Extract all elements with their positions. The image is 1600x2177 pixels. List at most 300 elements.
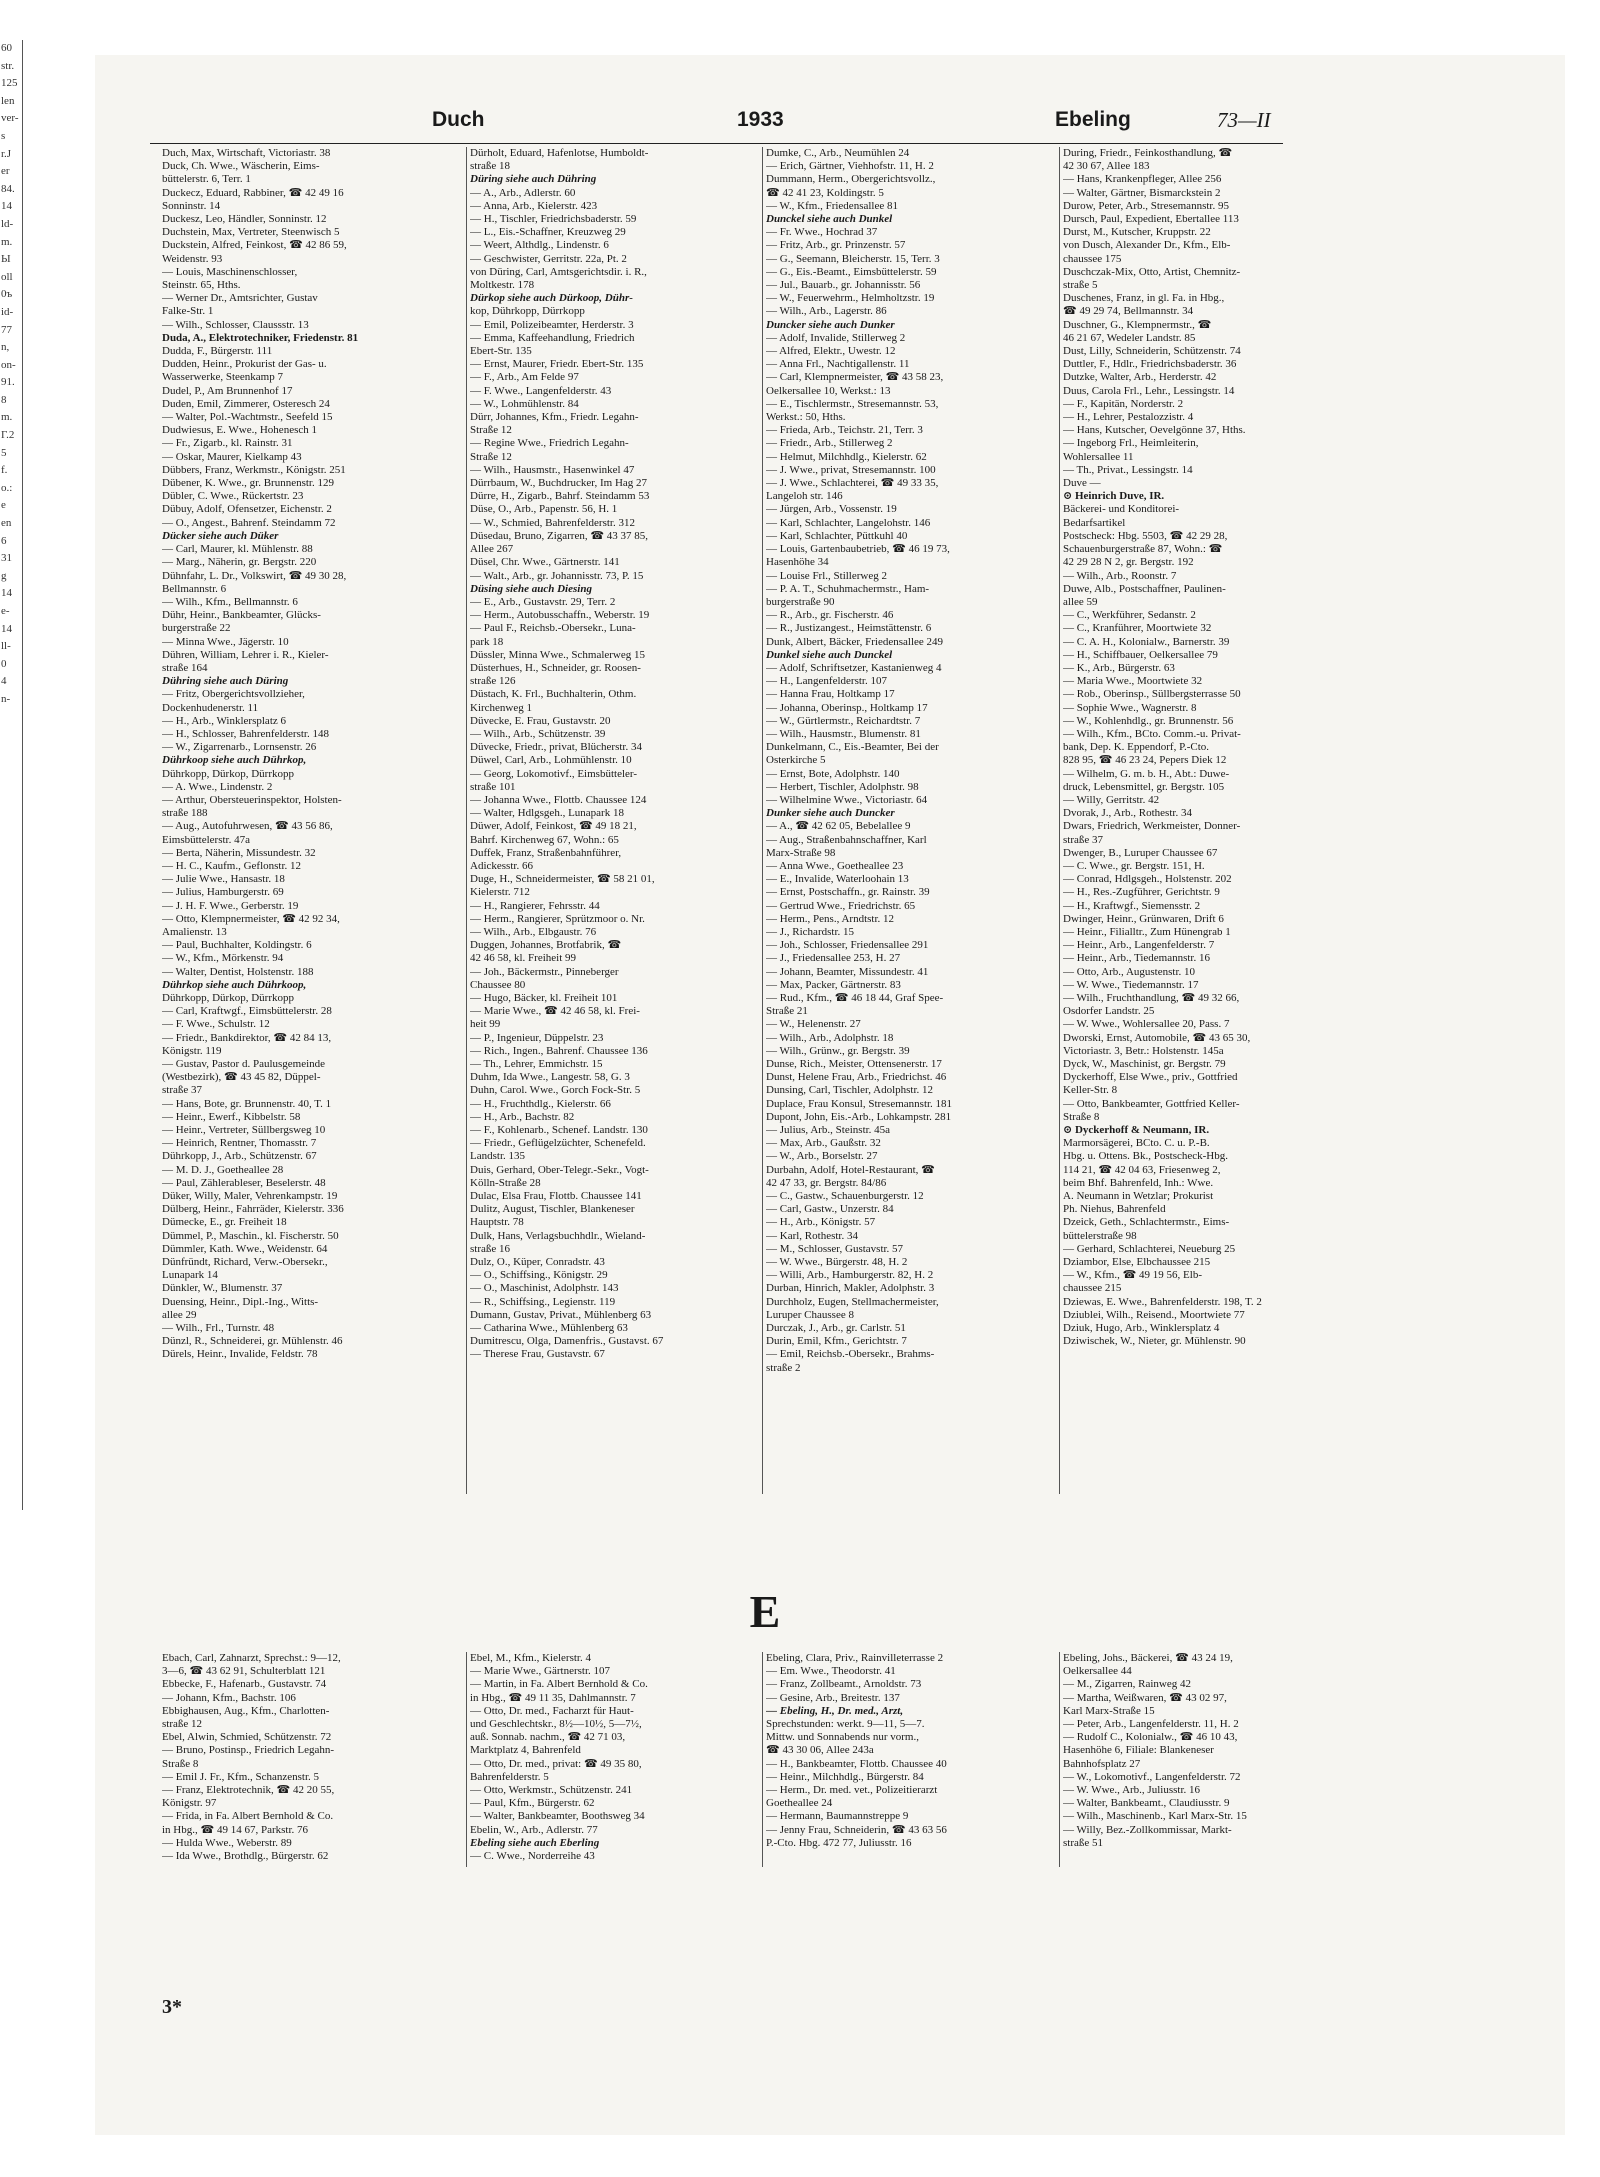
directory-entry-line: — H., Res.-Zugführer, Gerichtstr. 9: [1063, 886, 1220, 899]
directory-entry-line: Durow, Peter, Arb., Stresemannstr. 95: [1063, 199, 1229, 212]
directory-entry-line: Durchholz, Eugen, Stellmachermeister,: [766, 1295, 939, 1308]
directory-entry-line: — Emil, Reichsb.-Obersekr., Brahms-: [766, 1348, 935, 1361]
directory-entry-line: Dührkoop siehe auch Dührkop,: [162, 754, 307, 767]
directory-entry-line: Duckecz, Eduard, Rabbiner, ☎ 42 49 16: [162, 186, 344, 199]
gutter-fragment: oll: [1, 270, 13, 283]
directory-entry-line: Dümecke, E., gr. Freiheit 18: [162, 1216, 287, 1229]
directory-entry-line: Duda, A., Elektrotechniker, Friedenstr. 81: [162, 331, 359, 344]
gutter-fragment: 0: [1, 657, 7, 670]
directory-entry-line: — Otto, Arb., Augustenstr. 10: [1063, 965, 1196, 978]
directory-entry-line: Goetheallee 24: [766, 1797, 833, 1810]
directory-entry-line: — Otto, Dr. med., Facharzt für Haut-: [470, 1704, 634, 1717]
directory-entry-line: — Wilh., Kfm., Bellmannstr. 6: [162, 595, 298, 608]
directory-entry-line: — Marie Wwe., Gärtnerstr. 107: [470, 1665, 611, 1678]
directory-entry-line: — J., Richardstr. 15: [766, 925, 854, 938]
directory-entry-line: Ebeling, Johs., Bäckerei, ☎ 43 24 19,: [1063, 1652, 1233, 1664]
directory-entry-line: Durin, Emil, Kfm., Gerichtstr. 7: [766, 1335, 907, 1348]
directory-entry-line: Dümmler, Kath. Wwe., Weidenstr. 64: [162, 1242, 328, 1255]
directory-entry-line: Dunckel siehe auch Dunkel: [766, 213, 893, 226]
directory-entry-line: — Hanna Frau, Holtkamp 17: [766, 688, 895, 701]
directory-entry-line: Dziambor, Else, Elbchaussee 215: [1063, 1256, 1211, 1269]
directory-entry-line: Duensing, Heinr., Dipl.-Ing., Witts-: [162, 1295, 319, 1308]
directory-entry-line: straße 51: [1063, 1836, 1104, 1849]
directory-entry-line: Dübuy, Adolf, Ofensetzer, Eichenstr. 2: [162, 503, 332, 516]
directory-entry-line: Dürrbaum, W., Buchdrucker, Im Hag 27: [470, 477, 648, 490]
directory-entry-line: — Johanna Wwe., Flottb. Chaussee 124: [470, 793, 647, 806]
directory-entry-line: — Alfred, Elektr., Uwestr. 12: [766, 345, 896, 358]
directory-entry-line: Duve —: [1063, 477, 1101, 490]
directory-entry-line: — Karl, Rothestr. 34: [766, 1229, 858, 1242]
directory-entry-line: — Weert, Althdlg., Lindenstr. 6: [470, 239, 609, 252]
header-first-entry: Duch: [432, 108, 485, 131]
directory-entry-line: Straße 21: [766, 1005, 808, 1018]
directory-entry-line: heit 99: [470, 1018, 501, 1031]
directory-entry-line: — Marie Wwe., ☎ 42 46 58, kl. Frei-: [470, 1005, 640, 1018]
directory-entry-line: — Minna Wwe., Jägerstr. 10: [162, 635, 289, 648]
directory-entry-line: — W., Kohlenhdlg., gr. Brunnenstr. 56: [1063, 714, 1234, 727]
directory-entry-line: Düvecke, Friedr., privat, Blücherstr. 34: [470, 741, 642, 754]
directory-entry-line: — Willi, Arb., Hamburgerstr. 82, H. 2: [766, 1269, 934, 1282]
directory-entry-line: — Heinr., Arb., Langenfelderstr. 7: [1063, 939, 1215, 952]
directory-entry-line: Dudden, Heinr., Prokurist der Gas- u.: [162, 358, 327, 371]
directory-entry-line: Dülberg, Heinr., Fahrräder, Kielerstr. 336: [162, 1203, 344, 1216]
directory-entry-line: — Ida Wwe., Brothdlg., Bürgerstr. 62: [162, 1850, 329, 1863]
directory-entry-line: Dwenger, B., Luruper Chaussee 67: [1063, 846, 1218, 859]
header-year: 1933: [737, 108, 784, 131]
directory-entry-line: — Karl, Schlachter, Langelohstr. 146: [766, 516, 931, 529]
directory-entry-line: — C. A. H., Kolonialw., Barnerstr. 39: [1063, 635, 1230, 648]
directory-entry-line: Dumitrescu, Olga, Damenfris., Gustavst. 67: [470, 1335, 664, 1348]
directory-entry-line: — Wilh., Hausmstr., Blumenstr. 81: [766, 727, 921, 740]
directory-entry-line: — Julius, Arb., Steinstr. 45a: [766, 1124, 891, 1137]
directory-entry-line: Ebel, Alwin, Schmied, Schützenstr. 72: [162, 1731, 332, 1744]
directory-entry-line: — Wilhelmine Wwe., Victoriastr. 64: [766, 793, 928, 806]
directory-entry-line: Dunkel siehe auch Dunckel: [766, 648, 893, 661]
directory-entry-line: — Geschwister, Gerritstr. 22a, Pt. 2: [470, 252, 627, 265]
directory-entry-line: — Otto, Werkmstr., Schützenstr. 241: [470, 1784, 633, 1797]
directory-entry-line: — Hans, Krankenpfleger, Allee 256: [1063, 173, 1222, 186]
directory-entry-line: Dünzl, R., Schneiderei, gr. Mühlenstr. 46: [162, 1335, 343, 1348]
directory-entry-line: — Paul, Kfm., Bürgerstr. 62: [470, 1797, 595, 1810]
directory-entry-line: Falke-Str. 1: [162, 305, 214, 318]
directory-entry-line: Straße 12: [470, 424, 512, 437]
directory-entry-line: straße 18: [470, 160, 511, 173]
directory-entry-line: Ebel, M., Kfm., Kielerstr. 4: [470, 1652, 591, 1664]
directory-entry-line: Düse, O., Arb., Papenstr. 56, H. 1: [470, 503, 618, 516]
directory-entry-line: Düwer, Adolf, Feinkost, ☎ 49 18 21,: [470, 820, 637, 833]
directory-entry-line: Dührkopp, Dürkop, Dürrkopp: [162, 767, 294, 780]
directory-entry-line: in Hbg., ☎ 49 11 35, Dahlmannstr. 7: [470, 1691, 636, 1704]
directory-entry-line: Marmorsägerei, BCto. C. u. P.-B.: [1063, 1137, 1210, 1150]
directory-entry-line: Duge, H., Schneidermeister, ☎ 58 21 01,: [470, 873, 655, 886]
directory-entry-line: straße 12: [162, 1718, 203, 1731]
directory-entry-line: Dummann, Herm., Obergerichtsvollz.,: [766, 173, 936, 186]
gutter-fragment: str.: [1, 59, 15, 72]
gutter-fragment: id-: [1, 305, 14, 318]
directory-entry-line: — G., Eis.-Beamt., Eimsbüttelerstr. 59: [766, 265, 937, 278]
directory-entry-line: — Heinr., Vertreter, Süllbergsweg 10: [162, 1124, 326, 1137]
directory-entry-line: Allee 267: [470, 543, 514, 556]
directory-entry-line: Düvecke, E. Frau, Gustavstr. 20: [470, 714, 611, 727]
page-header: [150, 108, 1280, 138]
directory-entry-line: Dwars, Friedrich, Werkmeister, Donner-: [1063, 820, 1241, 833]
directory-entry-line: Düsterhues, H., Schneider, gr. Roosen-: [470, 661, 641, 674]
directory-entry-line: Dziuk, Hugo, Arb., Winklersplatz 4: [1063, 1322, 1220, 1335]
directory-entry-line: — Frida, in Fa. Albert Bernhold & Co.: [162, 1810, 334, 1823]
directory-entry-line: 114 21, ☎ 42 04 63, Friesenweg 2,: [1063, 1163, 1221, 1176]
directory-entry-line: Luruper Chaussee 8: [766, 1308, 854, 1321]
directory-entry-line: — Rudolf C., Kolonialw., ☎ 46 10 43,: [1063, 1731, 1238, 1744]
directory-entry-line: burgerstraße 22: [162, 622, 231, 635]
gutter-fragment: ll-: [1, 640, 11, 653]
gutter-fragment: n-: [1, 692, 11, 705]
directory-entry-line: — H., Tischler, Friedrichsbaderstr. 59: [470, 213, 637, 226]
directory-entry-line: büttelerstr. 6, Terr. 1: [162, 173, 251, 186]
gutter-fragment: 84.: [1, 182, 15, 195]
directory-entry-line: straße 2: [766, 1361, 801, 1374]
directory-entry-line: Chaussee 80: [470, 978, 526, 991]
column-divider: [1059, 1652, 1060, 1867]
directory-entry-line: — A. Wwe., Lindenstr. 2: [162, 780, 273, 793]
directory-entry-line: Straße 8: [162, 1757, 199, 1770]
directory-entry-line: — Herbert, Tischler, Adolphstr. 98: [766, 780, 919, 793]
gutter-fragment: s: [1, 129, 6, 142]
directory-entry-line: Dücker siehe auch Düker: [162, 529, 279, 542]
directory-entry-line: Dziublei, Wilh., Reisend., Moortwiete 77: [1063, 1308, 1245, 1321]
directory-entry-line: — J., Friedensallee 253, H. 27: [766, 952, 901, 965]
directory-entry-line: Osterkirche 5: [766, 754, 826, 767]
directory-entry-line: Langeloh str. 146: [766, 490, 843, 503]
gutter-fragment: 14: [1, 622, 12, 635]
directory-entry-line: — Gustav, Pastor d. Paulusgemeinde: [162, 1058, 326, 1071]
directory-entry-line: — H. C., Kaufm., Geflonstr. 12: [162, 859, 302, 872]
directory-entry-line: Dühring siehe auch Düring: [162, 675, 289, 688]
directory-entry-line: — W., Kfm., ☎ 49 19 56, Elb-: [1063, 1269, 1202, 1282]
directory-entry-line: — Oskar, Maurer, Kielkamp 43: [162, 450, 302, 463]
gutter-fragment: 31: [1, 552, 12, 565]
directory-entry-line: — Gerhard, Schlachterei, Neueburg 25: [1063, 1242, 1236, 1255]
directory-entry-line: Werkst.: 50, Hths.: [766, 411, 846, 424]
directory-entry-line: — Paul, Buchhalter, Koldingstr. 6: [162, 939, 312, 952]
signature-mark: 3*: [162, 1996, 182, 2018]
directory-entry-line: Wasserwerke, Steenkamp 7: [162, 371, 283, 384]
directory-entry-line: Hbg. u. Ottens. Bk., Postscheck-Hbg.: [1063, 1150, 1228, 1163]
directory-entry-line: — H., Rangierer, Fehrsstr. 44: [470, 899, 600, 912]
directory-entry-line: (Westbezirk), ☎ 43 45 82, Düppel-: [162, 1071, 321, 1084]
directory-entry-line: — C. Wwe., Norderreihe 43: [470, 1850, 595, 1863]
directory-entry-line: 42 46 58, kl. Freiheit 99: [470, 952, 577, 965]
gutter-fragment: on-: [1, 358, 16, 371]
gutter-fragment: 4: [1, 675, 7, 688]
directory-entry-line: — Friedr., Bankdirektor, ☎ 42 84 13,: [162, 1031, 332, 1044]
directory-entry-line: Ebelin, W., Arb., Adlerstr. 77: [470, 1823, 598, 1836]
directory-entry-line: Dockenhudenerstr. 11: [162, 701, 259, 714]
directory-entry-line: — Ernst, Maurer, Friedr. Ebert-Str. 135: [470, 358, 644, 371]
directory-entry-line: — M., Schlosser, Gustavstr. 57: [766, 1242, 904, 1255]
listing-column-e-2: [470, 1652, 766, 1872]
directory-entry-line: — Ingeborg Frl., Heimleiterin,: [1063, 437, 1199, 450]
directory-entry-line: — Franz, Elektrotechnik, ☎ 42 20 55,: [162, 1784, 335, 1797]
directory-entry-line: — Wilh., Arb., Schützenstr. 39: [470, 727, 606, 740]
directory-entry-line: Marktplatz 4, Bahrenfeld: [470, 1744, 581, 1757]
directory-entry-line: — R., Schiffsing., Legienstr. 119: [470, 1295, 616, 1308]
directory-entry-line: — H., Kraftwgf., Siemensstr. 2: [1063, 899, 1201, 912]
gutter-fragment: 91.: [1, 376, 15, 389]
directory-entry-line: Durczak, J., Arb., gr. Carlstr. 51: [766, 1322, 906, 1335]
directory-entry-line: — W., Schmied, Bahrenfelderstr. 312: [470, 516, 635, 529]
directory-entry-line: Dyck, W., Maschinist, gr. Bergstr. 79: [1063, 1058, 1226, 1071]
directory-entry-line: Dünkler, W., Blumenstr. 37: [162, 1282, 283, 1295]
directory-entry-line: von Düring, Carl, Amtsgerichtsdir. i. R.,: [470, 265, 647, 278]
gutter-fragment: o.:: [1, 481, 13, 494]
directory-entry-line: — Wilhelm, G. m. b. H., Abt.: Duwe-: [1063, 767, 1230, 780]
directory-entry-line: — H., Schiffbauer, Oelkersallee 79: [1063, 648, 1218, 661]
directory-entry-line: ☎ 49 29 74, Bellmannstr. 34: [1063, 305, 1194, 318]
directory-entry-line: Ph. Niehus, Bahrenfeld: [1063, 1203, 1166, 1216]
directory-entry-line: — C., Gastw., Schauenburgerstr. 12: [766, 1190, 924, 1203]
directory-entry-line: 3—6, ☎ 43 62 91, Schulterblatt 121: [162, 1665, 326, 1678]
gutter-fragment: e: [1, 499, 6, 512]
directory-entry-line: Hasenhöhe 6, Filiale: Blankeneser: [1063, 1744, 1214, 1757]
directory-entry-line: — Fr. Wwe., Hochrad 37: [766, 226, 878, 239]
directory-entry-line: — Wilh., Grünw., gr. Bergstr. 39: [766, 1044, 910, 1057]
directory-entry-line: Duhn, Carol. Wwe., Gorch Fock-Str. 5: [470, 1084, 641, 1097]
directory-entry-line: — Therese Frau, Gustavstr. 67: [470, 1348, 605, 1361]
directory-entry-line: — Rud., Kfm., ☎ 46 18 44, Graf Spee-: [766, 992, 944, 1004]
directory-entry-line: — Hermann, Baumannstreppe 9: [766, 1810, 909, 1823]
directory-entry-line: Ebert-Str. 135: [470, 345, 532, 358]
directory-entry-line: — Herm., Autobusschaffn., Weberstr. 19: [470, 609, 650, 622]
column-divider: [1059, 147, 1060, 1494]
directory-entry-line: — O., Angest., Bahrenf. Steindamm 72: [162, 516, 336, 529]
directory-entry-line: — Sophie Wwe., Wagnerstr. 8: [1063, 701, 1197, 714]
directory-entry-line: — Joh., Bäckermstr., Pinneberger: [470, 965, 619, 978]
directory-entry-line: — Heinr., Filialltr., Zum Hünengrab 1: [1063, 925, 1231, 938]
directory-entry-line: — W., Zigarrenarb., Lornsenstr. 26: [162, 741, 317, 754]
directory-entry-line: — Max, Packer, Gärtnerstr. 83: [766, 978, 901, 991]
directory-entry-line: — Aug., Autofuhrwesen, ☎ 43 56 86,: [162, 820, 333, 833]
directory-entry-line: Dupont, John, Eis.-Arb., Lohkampstr. 281: [766, 1110, 952, 1123]
directory-entry-line: — Herm., Dr. med. vet., Polizeitierarzt: [766, 1784, 938, 1797]
directory-entry-line: — Carl, Klempnermeister, ☎ 43 58 23,: [766, 371, 944, 384]
directory-entry-line: — Gesine, Arb., Breitestr. 137: [766, 1691, 900, 1704]
gutter-fragment: 14: [1, 200, 12, 213]
directory-entry-line: Duggen, Johannes, Brotfabrik, ☎: [470, 939, 622, 952]
directory-entry-line: — Heinr., Ewerf., Kibbelstr. 58: [162, 1110, 301, 1123]
gutter-fragment: 60: [1, 42, 12, 54]
directory-entry-line: — R., Justizangest., Heimstättenstr. 6: [766, 622, 932, 635]
directory-entry-line: Königstr. 97: [162, 1797, 217, 1810]
gutter-fragment: 8: [1, 393, 7, 406]
directory-entry-line: Adickesstr. 66: [470, 859, 533, 872]
directory-entry-line: — H., Bankbeamter, Flottb. Chaussee 40: [766, 1757, 947, 1770]
directory-entry-line: Ebeling, Clara, Priv., Rainvilleterrasse 2: [766, 1652, 944, 1664]
gutter-fragment: 5: [1, 446, 7, 459]
directory-entry-line: — Frieda, Arb., Teichstr. 21, Terr. 3: [766, 424, 923, 437]
directory-entry-line: Dübbers, Franz, Werkmstr., Königstr. 251: [162, 463, 346, 476]
directory-entry-line: Duschenes, Franz, in gl. Fa. in Hbg.,: [1063, 292, 1225, 305]
directory-entry-line: Lunapark 14: [162, 1269, 218, 1282]
directory-entry-line: — Joh., Schlosser, Friedensallee 291: [766, 939, 929, 952]
directory-entry-line: Ebach, Carl, Zahnarzt, Sprechst.: 9—12,: [162, 1652, 341, 1664]
directory-entry-line: Dühren, William, Lehrer i. R., Kieler-: [162, 648, 329, 661]
directory-entry-line: — Heinr., Arb., Tiedemannstr. 16: [1063, 952, 1210, 965]
directory-entry-line: — Hans, Bote, gr. Brunnenstr. 40, T. 1: [162, 1097, 332, 1110]
directory-entry-line: Düring siehe auch Dühring: [470, 173, 597, 186]
directory-entry-line: — Wilh., Maschinenb., Karl Marx-Str. 15: [1063, 1810, 1247, 1823]
directory-entry-line: — Wilh., Arb., Lagerstr. 86: [766, 305, 887, 318]
directory-entry-line: 42 47 33, gr. Bergstr. 84/86: [766, 1176, 887, 1189]
directory-entry-line: Dühnfahr, L. Dr., Volkswirt, ☎ 49 30 28,: [162, 569, 347, 582]
directory-entry-line: — Bruno, Postinsp., Friedrich Legahn-: [162, 1744, 335, 1757]
directory-entry-line: — Berta, Näherin, Missundestr. 32: [162, 846, 316, 859]
directory-entry-line: During, Friedr., Feinkosthandlung, ☎: [1063, 147, 1233, 159]
directory-entry-line: — Wilh., Fruchthandlung, ☎ 49 32 66,: [1063, 992, 1240, 1004]
gutter-fragment: en: [1, 517, 12, 530]
directory-entry-line: P.-Cto. Hbg. 472 77, Juliusstr. 16: [766, 1836, 912, 1849]
directory-entry-line: — Fr., Zigarb., kl. Rainstr. 31: [162, 437, 293, 450]
directory-entry-line: — C., Kranführer, Moortwiete 32: [1063, 622, 1212, 635]
directory-entry-line: — Maria Wwe., Moortwiete 32: [1063, 675, 1203, 688]
directory-entry-line: allee 59: [1063, 595, 1098, 608]
directory-entry-line: straße 16: [470, 1242, 511, 1255]
column-divider: [466, 1652, 467, 1867]
directory-entry-line: beim Bhf. Bahrenfeld, Inh.: Wwe.: [1063, 1176, 1214, 1189]
directory-entry-line: — F., Arb., Am Felde 97: [470, 371, 579, 384]
directory-entry-line: — Walter, Dentist, Holstenstr. 188: [162, 965, 314, 978]
directory-entry-line: Bahnhofsplatz 27: [1063, 1757, 1141, 1770]
directory-entry-line: — Rob., Oberinsp., Süllbergsterrasse 50: [1063, 688, 1241, 701]
directory-entry-line: 828 95, ☎ 46 23 24, Pepers Diek 12: [1063, 754, 1227, 767]
directory-entry-line: — Jul., Bauarb., gr. Johannisstr. 56: [766, 279, 921, 292]
directory-entry-line: Duwe, Alb., Postschaffner, Paulinen-: [1063, 582, 1226, 595]
directory-entry-line: — A., Arb., Adlerstr. 60: [470, 186, 576, 199]
directory-entry-line: Duckstein, Alfred, Feinkost, ☎ 42 86 59,: [162, 239, 347, 252]
directory-entry-line: — Louise Frl., Stillerweg 2: [766, 569, 887, 582]
directory-entry-line: — Marg., Näherin, gr. Bergstr. 220: [162, 556, 317, 569]
directory-entry-line: — W., Kfm., Friedensallee 81: [766, 199, 898, 212]
directory-entry-line: Steinstr. 65, Hths.: [162, 279, 241, 292]
directory-entry-line: — Otto, Bankbeamter, Gottfried Keller-: [1063, 1097, 1240, 1110]
directory-entry-line: — Martha, Weißwaren, ☎ 43 02 97,: [1063, 1691, 1227, 1704]
directory-entry-line: 42 30 67, Allee 183: [1063, 160, 1150, 173]
directory-entry-line: — Anna Frl., Nachtigallenstr. 11: [766, 358, 910, 371]
directory-entry-line: — Erich, Gärtner, Viehhofstr. 11, H. 2: [766, 160, 934, 173]
directory-entry-line: Dudel, P., Am Brunnenhof 17: [162, 384, 293, 397]
directory-entry-line: straße 37: [162, 1084, 203, 1097]
directory-entry-line: — Emil J. Fr., Kfm., Schanzenstr. 5: [162, 1770, 320, 1783]
directory-entry-line: — W. Wwe., Bürgerstr. 48, H. 2: [766, 1256, 908, 1269]
directory-entry-line: Dumke, C., Arb., Neumühlen 24: [766, 147, 910, 159]
directory-entry-line: Marx-Straße 98: [766, 846, 836, 859]
directory-entry-line: — Wilh., Arb., Roonstr. 7: [1063, 569, 1177, 582]
directory-entry-line: Dürre, H., Zigarb., Bahrf. Steindamm 53: [470, 490, 650, 503]
directory-entry-line: Duden, Emil, Zimmerer, Osteresch 24: [162, 397, 330, 410]
directory-entry-line: — W., Arb., Borselstr. 27: [766, 1150, 878, 1163]
directory-entry-line: Dursch, Paul, Expedient, Ebertallee 113: [1063, 213, 1239, 226]
directory-entry-line: Dümmel, P., Maschin., kl. Fischerstr. 50: [162, 1229, 339, 1242]
header-rule: [150, 143, 1283, 144]
directory-entry-line: — Wilh., Frl., Turnstr. 48: [162, 1322, 275, 1335]
directory-entry-line: straße 101: [470, 780, 516, 793]
directory-entry-line: — Otto, Dr. med., privat: ☎ 49 35 80,: [470, 1757, 642, 1770]
page-number: 73—II: [1217, 108, 1271, 132]
directory-entry-line: Bahrf. Kirchenweg 67, Wohn.: 65: [470, 833, 619, 846]
directory-entry-line: Duis, Gerhard, Ober-Telegr.-Sekr., Vogt-: [470, 1163, 649, 1176]
gutter-fragment: f.: [1, 464, 8, 477]
directory-entry-line: Straße 8: [1063, 1110, 1100, 1123]
directory-entry-line: — H., Langenfelderstr. 107: [766, 675, 887, 688]
directory-entry-line: ☎ 43 30 06, Allee 243a: [766, 1744, 874, 1757]
directory-entry-line: — W., Lokomotivf., Langenfelderstr. 72: [1063, 1770, 1241, 1783]
directory-entry-line: burgerstraße 90: [766, 595, 835, 608]
directory-entry-line: Dulz, O., Küper, Conradstr. 43: [470, 1256, 605, 1269]
directory-entry-line: — Jürgen, Arb., Vossenstr. 19: [766, 503, 897, 516]
listing-column-e-3: [766, 1652, 1064, 1872]
directory-entry-line: — Louis, Gartenbaubetrieb, ☎ 46 19 73,: [766, 543, 950, 556]
directory-entry-line: — M., Zigarren, Rainweg 42: [1063, 1678, 1191, 1691]
directory-entry-line: Düsing siehe auch Diesing: [470, 582, 592, 595]
directory-entry-line: Straße 12: [470, 450, 512, 463]
directory-entry-line: — F., Kohlenarb., Schenef. Landstr. 130: [470, 1124, 648, 1137]
directory-entry-line: — O., Maschinist, Adolphstr. 143: [470, 1282, 619, 1295]
directory-entry-line: — O., Schiffsing., Königstr. 29: [470, 1269, 608, 1282]
directory-entry-line: — Johann, Kfm., Bachstr. 106: [162, 1691, 296, 1704]
directory-entry-line: Düsel, Chr. Wwe., Gärtnerstr. 141: [470, 556, 620, 569]
directory-entry-line: Landstr. 135: [470, 1150, 525, 1163]
directory-entry-line: — Karl, Schlachter, Püttkuhl 40: [766, 529, 908, 542]
directory-entry-line: Wohlersallee 11: [1063, 450, 1134, 463]
directory-entry-line: Ebbecke, F., Hafenarb., Gustavstr. 74: [162, 1678, 327, 1691]
gutter-fragment: m.: [1, 235, 13, 248]
directory-entry-line: Weidenstr. 93: [162, 252, 223, 265]
directory-entry-line: — Georg, Lokomotivf., Eimsbütteler-: [470, 767, 637, 780]
directory-entry-line: ☎ 42 41 23, Koldingstr. 5: [766, 186, 884, 199]
directory-entry-line: Düsedau, Bruno, Zigarren, ☎ 43 37 85,: [470, 529, 649, 542]
directory-entry-line: — W., Feuerwehrm., Helmholtzstr. 19: [766, 292, 935, 305]
directory-entry-line: — Aug., Straßenbahnschaffner, Karl: [766, 833, 927, 846]
directory-entry-line: Osdorfer Landstr. 25: [1063, 1005, 1155, 1018]
directory-entry-line: — Emma, Kaffeehandlung, Friedrich: [470, 331, 635, 344]
directory-entry-line: — Paul F., Reichsb.-Obersekr., Luna-: [470, 622, 636, 635]
column-divider: [466, 147, 467, 1494]
directory-entry-line: — Walt., Arb., gr. Johannisstr. 73, P. 15: [470, 569, 644, 582]
gutter-fragment: ver-: [1, 112, 19, 125]
directory-entry-line: 42 29 28 N 2, gr. Bergstr. 192: [1063, 556, 1194, 569]
gutter-fragment: 125: [1, 77, 18, 90]
gutter-fragment: len: [1, 94, 15, 107]
directory-entry-line: Dürholt, Eduard, Hafenlotse, Humboldt-: [470, 147, 649, 159]
directory-entry-line: Dudda, F., Bürgerstr. 111: [162, 345, 273, 358]
directory-entry-line: — Conrad, Hdlgsgeh., Holstenstr. 202: [1063, 873, 1232, 886]
directory-entry-line: Dumann, Gustav, Privat., Mühlenberg 63: [470, 1308, 652, 1321]
directory-entry-line: Dürr, Johannes, Kfm., Friedr. Legahn-: [470, 411, 639, 424]
directory-entry-line: — G., Seemann, Bleicherstr. 15, Terr. 3: [766, 252, 940, 265]
directory-entry-line: Duus, Carola Frl., Lehr., Lessingstr. 14: [1063, 384, 1235, 397]
directory-entry-line: — Walter, Bankbeamt., Claudiusstr. 9: [1063, 1797, 1230, 1810]
directory-entry-line: — Herm., Rangierer, Sprützmoor o. Nr.: [470, 912, 645, 925]
directory-entry-line: — Catharina Wwe., Mühlenberg 63: [470, 1322, 628, 1335]
directory-entry-line: — W., Helenenstr. 27: [766, 1018, 861, 1031]
directory-entry-line: — Emil, Polizeibeamter, Herderstr. 3: [470, 318, 634, 331]
directory-entry-line: Dührkopp, J., Arb., Schützenstr. 67: [162, 1150, 317, 1163]
directory-entry-line: straße 5: [1063, 279, 1098, 292]
directory-entry-line: Dvorak, J., Arb., Rothestr. 34: [1063, 807, 1192, 820]
directory-entry-line: — Friedr., Geflügelzüchter, Schenefeld.: [470, 1137, 646, 1150]
listing-column-3: [766, 147, 1064, 1540]
directory-entry-line: Dudwiesus, E. Wwe., Hohenesch 1: [162, 424, 317, 437]
left-page-gutter: [0, 40, 23, 1510]
